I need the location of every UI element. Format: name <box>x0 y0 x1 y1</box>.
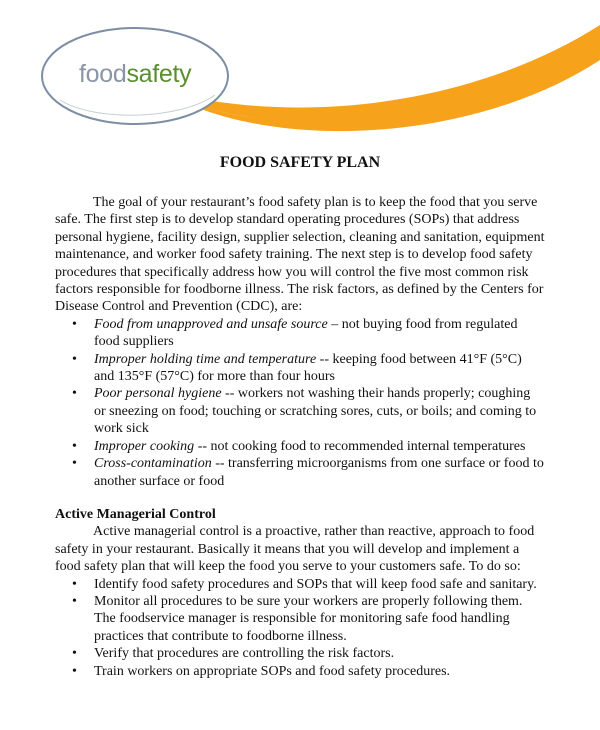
header-banner <box>0 0 600 150</box>
intro-paragraph: The goal of your restaurant’s food safety plan is to keep the food that you serve safe. The first step is to develop standard operating procedures (SOPs) that address personal hygiene, facility design, supplier selection, cleaning and sanitation, equipment maintenance, and worker food safety training. The next step is to develop food safety procedures that specifically address how you will control the five most common risk factors responsible for foodborne illness. The risk factors, as defined by the Centers for Disease Control and Prevention (CDC), are: <box>55 195 545 315</box>
logo-text <box>79 60 191 89</box>
logo-word-food: food <box>79 60 127 88</box>
amc-paragraph: Active managerial control is a proactive, rather than reactive, approach to food safety in your restaurant. Basically it means that you will develop and implement a food safety plan that will keep the food you serve to your customers safe. To do so: <box>55 524 535 575</box>
document-body <box>55 194 545 680</box>
amc-step-list <box>55 576 545 680</box>
orange-swoosh-body <box>170 40 600 131</box>
risk-factor-list <box>55 316 545 490</box>
list-item: • Monitor all procedures to be sure your workers are properly following them. The foodservice manager is responsible for monitoring safe food handling practices that contribute to foodborne illness. <box>72 593 523 644</box>
section-heading: Active Managerial Control <box>55 506 216 522</box>
list-item: • Improper cooking -- not cooking food to recommended internal temperatures <box>72 438 526 454</box>
list-item: • Verify that procedures are controlling the risk factors. <box>72 646 395 662</box>
logo-word-safety: safety <box>126 60 192 88</box>
list-item: • Food from unapproved and unsafe source – not buying food from regulated food suppliers <box>72 316 518 350</box>
list-item: • Cross-contamination -- transferring microorganisms from one surface or food to another surface or food <box>72 456 544 489</box>
page-title: FOOD SAFETY PLAN <box>219 154 381 171</box>
list-item: • Improper holding time and temperature -- keeping food between 41°F (5°C) and 135°F (57°C) for more than four hours <box>72 351 522 385</box>
list-item: • Train workers on appropriate SOPs and food safety procedures. <box>72 663 451 679</box>
list-item: • Identify food safety procedures and SOPs that will keep food safe and sanitary. <box>72 576 537 592</box>
list-item: • Poor personal hygiene -- workers not washing their hands properly; coughing or sneezing on food; touching or scratching sores, cuts, or boils; and coming to work sick <box>72 386 537 437</box>
